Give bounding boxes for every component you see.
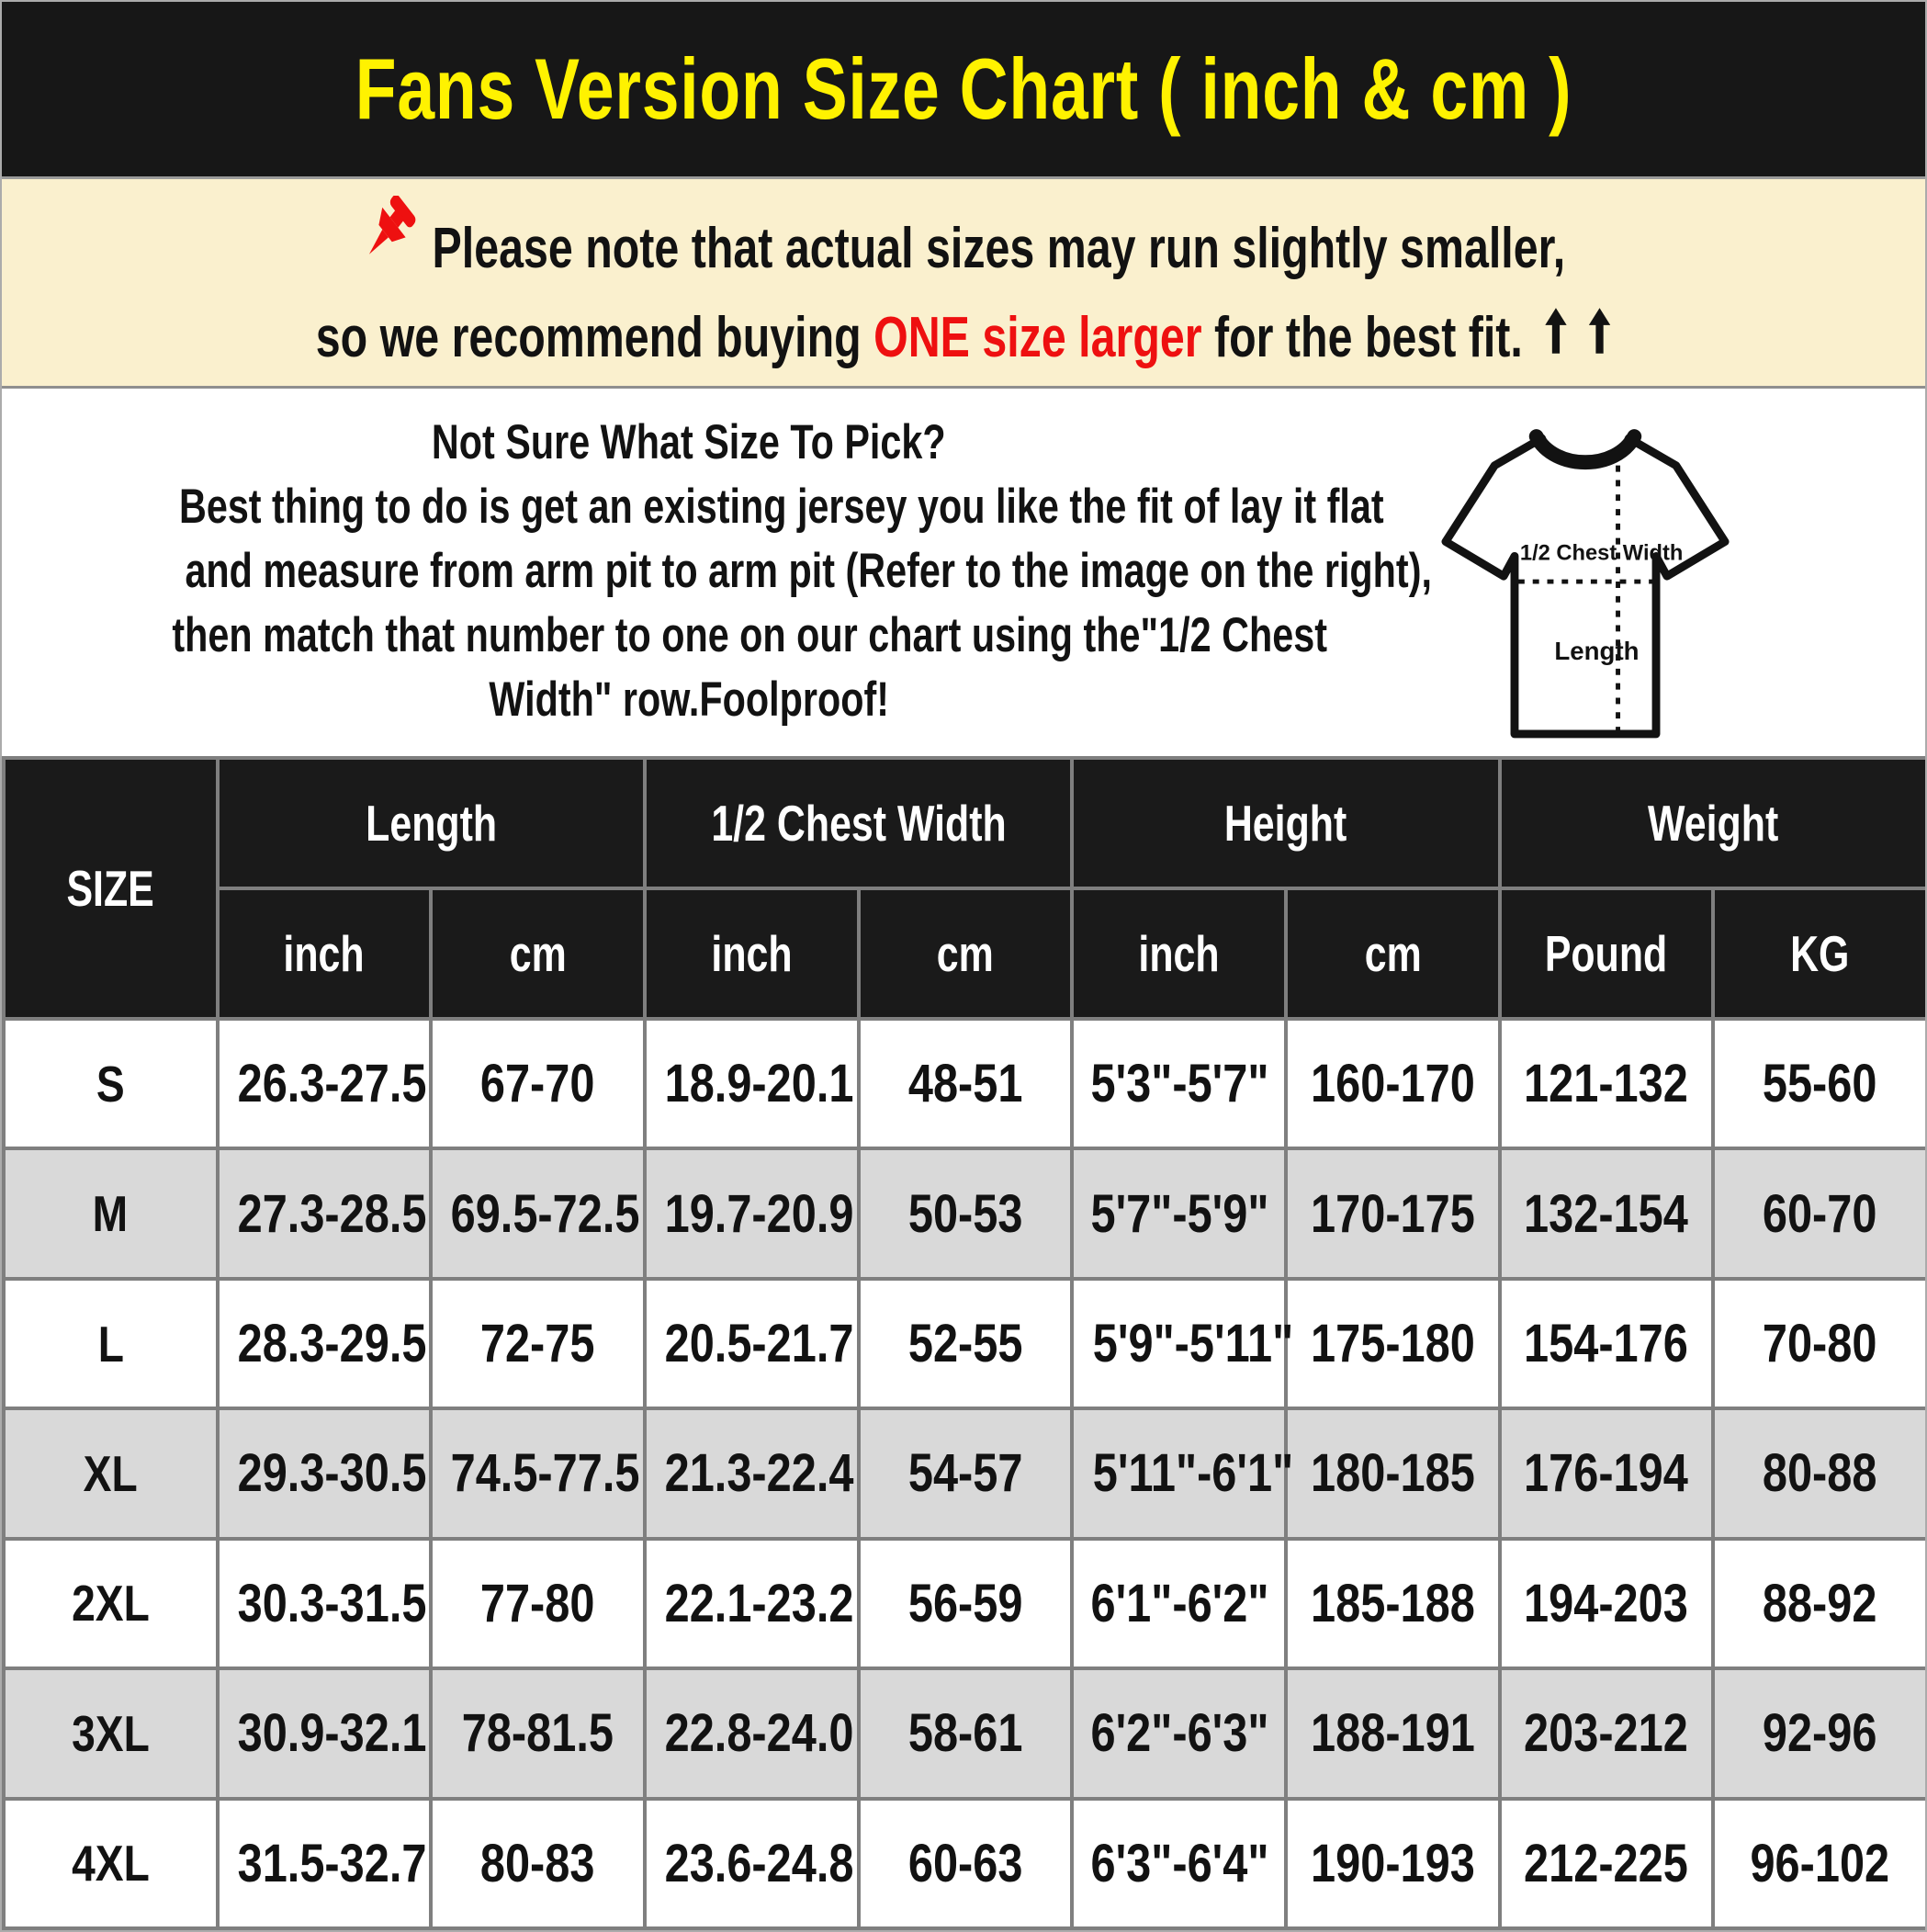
- subheader-chest-cm: cm: [859, 888, 1073, 1019]
- size-label: 4XL: [4, 1799, 218, 1928]
- cell: 160-170: [1286, 1019, 1500, 1148]
- cell: 185-188: [1286, 1539, 1500, 1668]
- notice-text-2-suffix: for the best fit.: [1201, 305, 1524, 369]
- group-header-row: [4, 758, 1927, 888]
- cell: 18.9-20.1: [645, 1019, 859, 1148]
- notice-text-1: Please note that actual sizes may run slightly smaller,: [432, 216, 1565, 280]
- cell: 22.1-23.2: [645, 1539, 859, 1668]
- subheader-height-cm: cm: [1286, 888, 1500, 1019]
- cell: 212-225: [1500, 1799, 1714, 1928]
- cell: 27.3-28.5: [218, 1148, 432, 1278]
- subheader-weight-pound: Pound: [1500, 888, 1714, 1019]
- size-column-header: SIZE: [4, 758, 218, 1019]
- cell: 69.5-72.5: [431, 1148, 645, 1278]
- up-arrow-icon: [1589, 305, 1610, 356]
- cell: 31.5-32.7: [218, 1799, 432, 1928]
- cell: 50-53: [859, 1148, 1073, 1278]
- cell: 30.9-32.1: [218, 1668, 432, 1798]
- sub-header-row: [4, 888, 1927, 1019]
- title-bar: [2, 2, 1925, 179]
- cell: 80-83: [431, 1799, 645, 1928]
- subheader-length-inch: inch: [218, 888, 432, 1019]
- group-header-length: Length: [218, 758, 645, 888]
- howto-line: then match that number to one on our chart using the"1/2 Chest: [172, 608, 1327, 662]
- cell: 19.7-20.9: [645, 1148, 859, 1278]
- cell: 21.3-22.4: [645, 1408, 859, 1538]
- howto-heading: Not Sure What Size To Pick?: [432, 415, 946, 469]
- cell: 170-175: [1286, 1148, 1500, 1278]
- cell: 23.6-24.8: [645, 1799, 859, 1928]
- cell: 154-176: [1500, 1279, 1714, 1408]
- cell: 20.5-21.7: [645, 1279, 859, 1408]
- cell: 28.3-29.5: [218, 1279, 432, 1408]
- cell: 70-80: [1713, 1279, 1927, 1408]
- table-row-4xl: [4, 1799, 1927, 1928]
- howto-section: [2, 389, 1925, 756]
- cell: 5'7"-5'9": [1072, 1148, 1286, 1278]
- cell: 55-60: [1713, 1019, 1927, 1148]
- group-header-chest-width: 1/2 Chest Width: [645, 758, 1072, 888]
- howto-line: Width" row.Foolproof!: [489, 672, 889, 727]
- size-label: 2XL: [4, 1539, 218, 1668]
- table-row-l: [4, 1279, 1927, 1408]
- size-label: XL: [4, 1408, 218, 1538]
- size-chart-table: [2, 756, 1927, 1930]
- cell: 188-191: [1286, 1668, 1500, 1798]
- cell: 72-75: [431, 1279, 645, 1408]
- group-header-height: Height: [1072, 758, 1499, 888]
- subheader-length-cm: cm: [431, 888, 645, 1019]
- cell: 203-212: [1500, 1668, 1714, 1798]
- howto-text: [9, 411, 1432, 732]
- cell: 96-102: [1713, 1799, 1927, 1928]
- cell: 77-80: [431, 1539, 645, 1668]
- cell: 6'3"-6'4": [1072, 1799, 1286, 1928]
- table-row-2xl: [4, 1539, 1927, 1668]
- cell: 30.3-31.5: [218, 1539, 432, 1668]
- cell: 22.8-24.0: [645, 1668, 859, 1798]
- chest-width-label: 1/2 Chest Width: [1519, 541, 1684, 566]
- cell: 58-61: [859, 1668, 1073, 1798]
- notice-band: [2, 179, 1925, 389]
- size-label: L: [4, 1279, 218, 1408]
- howto-line: Best thing to do is get an existing jersey you like the fit of lay it flat: [178, 480, 1384, 534]
- page-title: Fans Version Size Chart ( inch & cm ): [355, 40, 1572, 137]
- notice-line-1: [193, 196, 1735, 281]
- cell: 176-194: [1500, 1408, 1714, 1538]
- size-label: M: [4, 1148, 218, 1278]
- cell: 180-185: [1286, 1408, 1500, 1538]
- length-label: Length: [1554, 636, 1640, 665]
- table-row-3xl: [4, 1668, 1927, 1798]
- cell: 80-88: [1713, 1408, 1927, 1538]
- size-label: S: [4, 1019, 218, 1148]
- subheader-chest-inch: inch: [645, 888, 859, 1019]
- cell: 6'1"-6'2": [1072, 1539, 1286, 1668]
- subheader-weight-kg: KG: [1713, 888, 1927, 1019]
- cell: 56-59: [859, 1539, 1073, 1668]
- cell: 92-96: [1713, 1668, 1927, 1798]
- notice-line-2: [133, 305, 1793, 370]
- cell: 5'11"-6'1": [1072, 1408, 1286, 1538]
- cell: 194-203: [1500, 1539, 1714, 1668]
- table-row-xl: [4, 1408, 1927, 1538]
- howto-line: and measure from arm pit to arm pit (Refer to the image on the right),: [185, 544, 1432, 598]
- cell: 121-132: [1500, 1019, 1714, 1148]
- tshirt-icon: [1440, 418, 1730, 754]
- cell: 190-193: [1286, 1799, 1500, 1928]
- cell: 26.3-27.5: [218, 1019, 432, 1148]
- pushpin-icon: [362, 196, 418, 267]
- cell: 132-154: [1500, 1148, 1714, 1278]
- cell: 88-92: [1713, 1539, 1927, 1668]
- cell: 5'3"-5'7": [1072, 1019, 1286, 1148]
- cell: 6'2"-6'3": [1072, 1668, 1286, 1798]
- cell: 74.5-77.5: [431, 1408, 645, 1538]
- group-header-weight: Weight: [1500, 758, 1927, 888]
- notice-text-2-prefix: so we recommend buying: [316, 305, 874, 369]
- cell: 52-55: [859, 1279, 1073, 1408]
- size-label: 3XL: [4, 1668, 218, 1798]
- cell: 175-180: [1286, 1279, 1500, 1408]
- cell: 48-51: [859, 1019, 1073, 1148]
- cell: 29.3-30.5: [218, 1408, 432, 1538]
- cell: 60-63: [859, 1799, 1073, 1928]
- table-row-s: [4, 1019, 1927, 1148]
- up-arrow-icon: [1546, 305, 1567, 356]
- cell: 67-70: [431, 1019, 645, 1148]
- table-row-m: [4, 1148, 1927, 1278]
- notice-highlight: ONE size larger: [873, 305, 1202, 369]
- cell: 60-70: [1713, 1148, 1927, 1278]
- cell: 78-81.5: [431, 1668, 645, 1798]
- subheader-height-inch: inch: [1072, 888, 1286, 1019]
- tshirt-measurement-diagram: [1440, 418, 1730, 754]
- cell: 54-57: [859, 1408, 1073, 1538]
- cell: 5'9"-5'11": [1072, 1279, 1286, 1408]
